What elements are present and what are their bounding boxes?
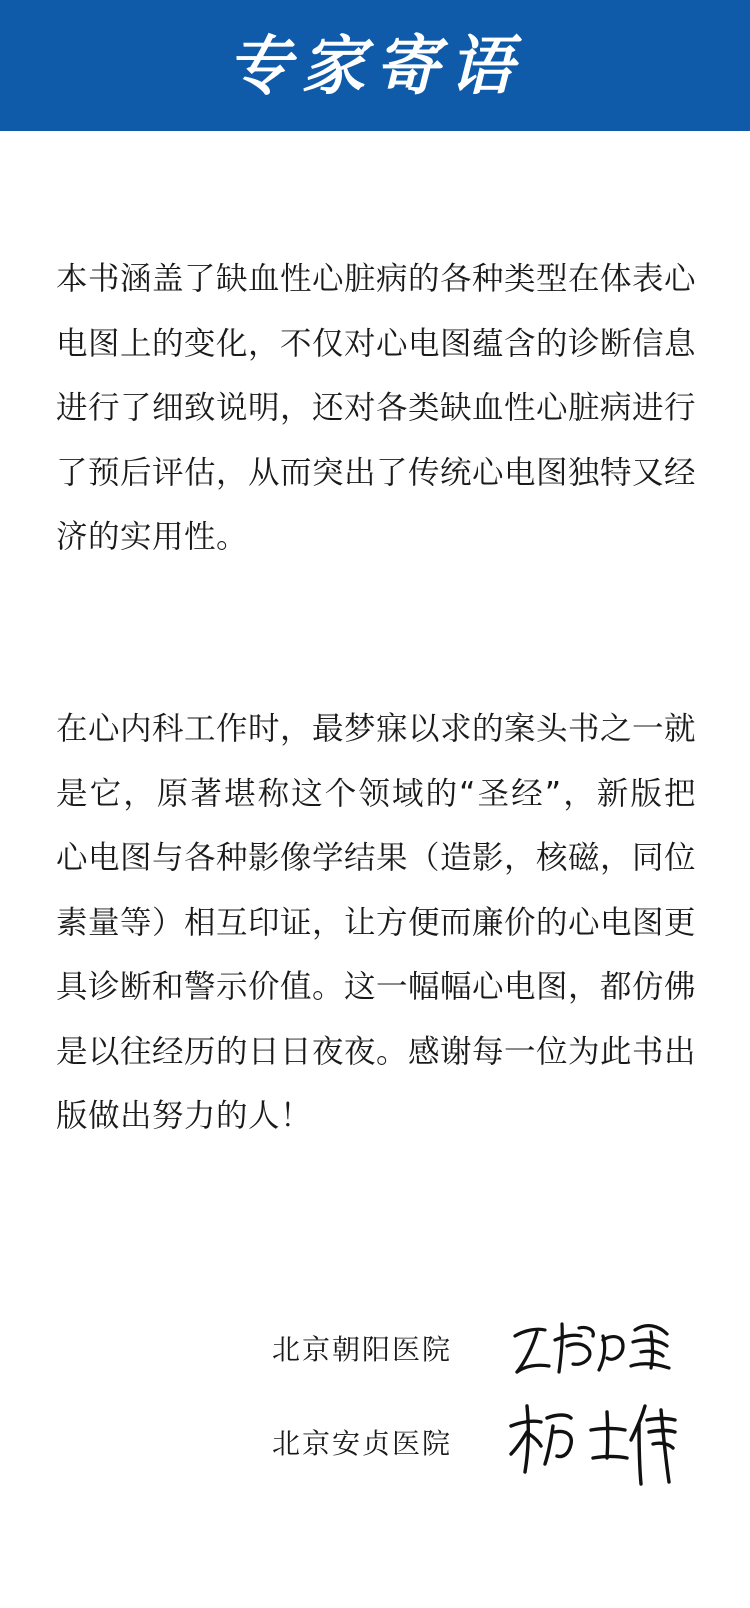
handwritten-signature-1 [507, 1306, 682, 1386]
signature-block-1 [272, 1306, 712, 1386]
signature-block-2 [272, 1400, 712, 1480]
paragraph-1: 本书涵盖了缺血性心脏病的各种类型在体表心电图上的变化，不仅对心电图蕴含的诊断信息进行了细致说明，还对各类缺血性心脏病进行了预后评估，从而突出了传统心电图独特又经济的实用性。 [56, 261, 697, 555]
hospital-name-2: 北京安贞医院 [272, 1427, 453, 1460]
handwritten-signature-2 [507, 1392, 682, 1488]
hospital-name-1: 北京朝阳医院 [272, 1333, 453, 1366]
page-title: 专家寄语 [227, 30, 523, 104]
paragraph-2: 在心内科工作时，最梦寐以求的案头书之一就是它，原著堪称这个领域的“圣经”，新版把心电图与各种影像学结果（造影，核磁，同位素量等）相互印证，让方便而廉价的心电图更具诊断和警示价值。这一幅幅心电图，都仿佛是以往经历的日日夜夜。感谢每一位为此书出版做出努力的人！ [56, 711, 697, 1134]
